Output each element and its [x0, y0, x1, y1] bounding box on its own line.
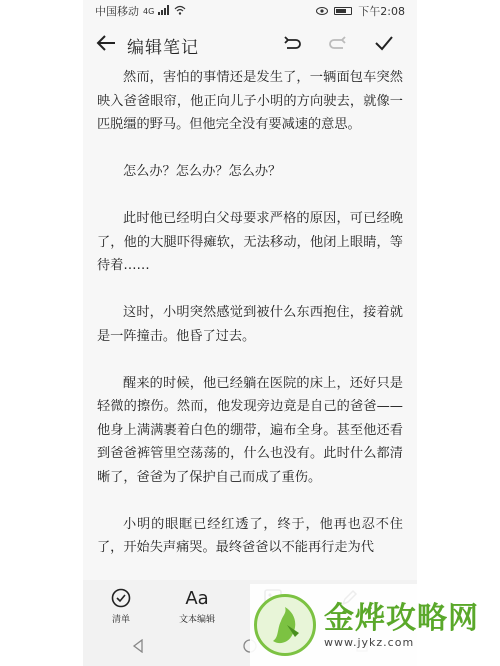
- note-editor[interactable]: [83, 66, 417, 580]
- clock-label: 下午2:08: [358, 5, 405, 18]
- watermark-url: www.jykz.com: [324, 635, 415, 649]
- watermark-logo-icon: [254, 594, 316, 656]
- carrier-label: 中国移动: [95, 5, 139, 18]
- redo-icon: [329, 35, 347, 51]
- battery-icon: [334, 7, 352, 15]
- note-paragraph[interactable]: 这时，小明突然感觉到被什么东西抱住，接着就是一阵撞击。他昏了过去。: [97, 305, 403, 344]
- undo-button[interactable]: [269, 35, 315, 56]
- note-paragraph[interactable]: 醒来的时候，他已经躺在医院的床上，还好只是轻微的擦伤。然而，他发现旁边竟是自己的爸爸——他身上满满裹着白色的绷带，遍布全身。甚至他还看到爸爸裤管里空荡荡的，什么也没有。此时什么都清晰了，爸爸为了保护自己而成了重伤。: [97, 375, 403, 485]
- note-paragraph[interactable]: 怎么办？怎么办？怎么办？: [123, 164, 282, 179]
- status-left: [95, 3, 186, 19]
- arrow-left-icon: [96, 34, 116, 52]
- eye-icon: [316, 5, 328, 18]
- text-edit-label: 文本编辑: [178, 615, 215, 625]
- watermark-title: 金烨攻略网: [324, 600, 479, 636]
- text-edit-button[interactable]: [159, 588, 235, 625]
- note-paragraph[interactable]: 此时他已经明白父母要求严格的原因，可已经晚了，他的大腿吓得瘫软，无法移动，他闭上眼睛，等待着……: [97, 211, 403, 273]
- undo-icon: [283, 35, 301, 51]
- status-right: [316, 3, 405, 19]
- page-title: 编辑笔记: [127, 37, 199, 58]
- signal-label: 4G: [143, 6, 155, 16]
- confirm-button[interactable]: [361, 35, 407, 56]
- checklist-label: 清单: [111, 615, 130, 625]
- note-paragraph[interactable]: 小明的眼眶已经红透了，终于，他再也忍不住了，开始失声痛哭。最终爸爸以不能再行走为代: [97, 516, 403, 555]
- checklist-button[interactable]: [83, 588, 159, 625]
- nav-back-icon[interactable]: [132, 639, 144, 657]
- signal-icon: [158, 5, 170, 18]
- watermark: [250, 584, 500, 666]
- redo-button[interactable]: [315, 35, 361, 56]
- text-format-icon: Aa: [185, 588, 209, 609]
- back-button[interactable]: [93, 33, 119, 58]
- status-bar: [83, 0, 417, 22]
- note-paragraph[interactable]: 然而，害怕的事情还是发生了，一辆面包车突然映入爸爸眼帘，他正向儿子小明的方向驶去，就像一匹脱缰的野马。但他完全没有要减速的意思。: [97, 70, 403, 132]
- watermark-text: [324, 602, 479, 649]
- check-icon: [375, 35, 393, 51]
- wifi-icon: [174, 5, 186, 18]
- check-circle-icon: [111, 588, 131, 610]
- phone-screen: [83, 0, 417, 666]
- title-bar: [83, 22, 417, 68]
